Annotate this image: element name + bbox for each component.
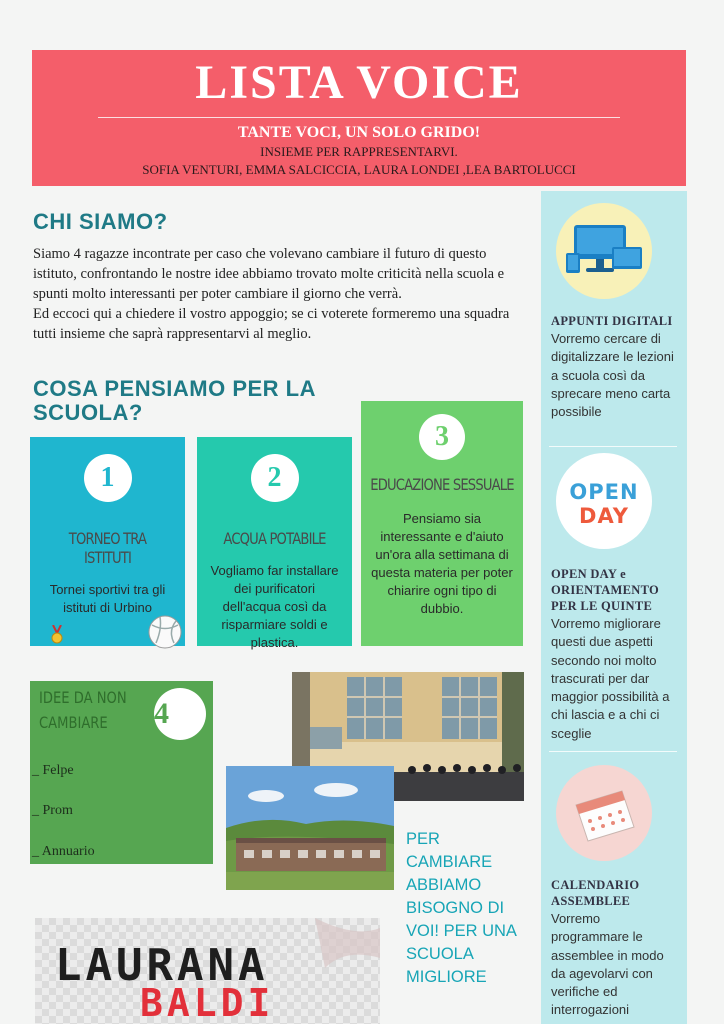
open-day-day: DAY <box>579 504 629 528</box>
sidebar-section-title: APPUNTI DIGITALI <box>551 314 673 328</box>
card-text: Vogliamo far installare dei purificatori dell'acqua così da risparmiare soldi e plastica. <box>210 563 339 650</box>
logo-line-1: LAURANA <box>55 940 269 991</box>
call-to-action: PER CAMBIARE ABBIAMO BISOGNO DI VOI! PER UNA SCUOLA MIGLIORE <box>406 830 517 986</box>
logo-line-2: BALDI <box>140 981 275 1024</box>
card-text: Pensiamo sia interessante e d'aiuto un'ora alla settimana di questa materia per poter chiarire ogni tipo di dubbio. <box>371 511 513 616</box>
sidebar-section-text: Vorremo programmare le assemblee in modo da agevolarvi con verifiche ed interrogazioni <box>551 911 664 1018</box>
banner-subtitle: INSIEME PER RAPPRESENTARVI. <box>260 144 458 159</box>
who-paragraph-1: Siamo 4 ragazze incontrate per caso che volevano cambiare il futuro di questo istituto, confrontando le nostre idee abbiamo trovato molte criticità nella scuola e spunti molto interessanti per poter cambiare il giorno che verrà. <box>33 246 505 302</box>
title-banner <box>32 50 686 186</box>
sidebar-section-calendar <box>551 877 679 1020</box>
card-number: 3 <box>419 414 465 460</box>
idea-card-2 <box>197 437 352 650</box>
list-item: _ Annuario <box>32 844 95 859</box>
open-day-icon <box>556 453 652 549</box>
school-logo <box>35 918 380 1024</box>
divider <box>549 446 677 447</box>
banner-slogan: TANTE VOCI, UN SOLO GRIDO! <box>237 124 481 141</box>
sidebar-section-title: OPEN DAY e ORIENTAMENTO PER LE QUINTE <box>551 567 660 613</box>
sidebar-section-title: CALENDARIO ASSEMBLEE <box>551 878 640 908</box>
calendar-icon <box>556 765 652 861</box>
divider <box>549 751 677 752</box>
sidebar <box>541 191 687 1024</box>
banner-title: LISTA VOICE <box>195 56 523 109</box>
idea-card-3 <box>361 401 523 646</box>
idea-card-4 <box>30 681 213 864</box>
card-number: 2 <box>251 454 299 502</box>
who-paragraph-2: Ed eccoci qui a chiedere il vostro appoggio; se ci voterete formeremo una squadra tutti insieme che saprà rappresentarvi al meglio. <box>33 306 510 342</box>
card-number: 1 <box>84 454 132 502</box>
card-number: 4 <box>154 688 206 740</box>
card-title <box>39 685 127 735</box>
who-title: CHI SIAMO? <box>33 209 168 234</box>
school-landscape-photo <box>226 766 394 890</box>
open-day-open: OPEN <box>569 480 639 504</box>
card-title: EDUCAZIONE SESSUALE <box>370 475 514 494</box>
idea-card-1 <box>30 437 185 646</box>
computer-monitor-icon <box>556 203 652 299</box>
banner-names: SOFIA VENTURI, EMMA SALCICCIA, LAURA LONDEI ,LEA BARTOLUCCI <box>142 162 576 177</box>
list-item: _ Felpe <box>32 763 74 778</box>
volleyball-icon <box>148 615 182 649</box>
banner-divider <box>98 117 620 118</box>
sidebar-section-text: Vorremo migliorare questi due aspetti secondo noi molto trascurati per dar maggior possibilità a chi lascia e a chi ci sceglie <box>551 616 670 741</box>
card-title-line-2: CAMBIARE <box>39 713 108 732</box>
who-text <box>33 244 521 344</box>
medal-icon <box>50 625 64 645</box>
sidebar-section-text: Vorremo cercare di digitalizzare le lezioni a scuola così da sprecare meno carta possibile <box>551 331 674 420</box>
list-item: _ Prom <box>32 803 73 818</box>
card-title: ACQUA POTABILE <box>223 529 326 548</box>
sidebar-section-digital-notes <box>551 313 679 421</box>
card-title-line-1: IDEE DA NON <box>39 688 127 707</box>
card-title: TORNEO TRA ISTITUTI <box>68 529 147 567</box>
card-text: Tornei sportivi tra gli istituti di Urbino <box>49 582 166 615</box>
think-title: COSA PENSIAMO PER LA SCUOLA? <box>33 376 316 425</box>
sidebar-section-open-day <box>551 566 679 743</box>
